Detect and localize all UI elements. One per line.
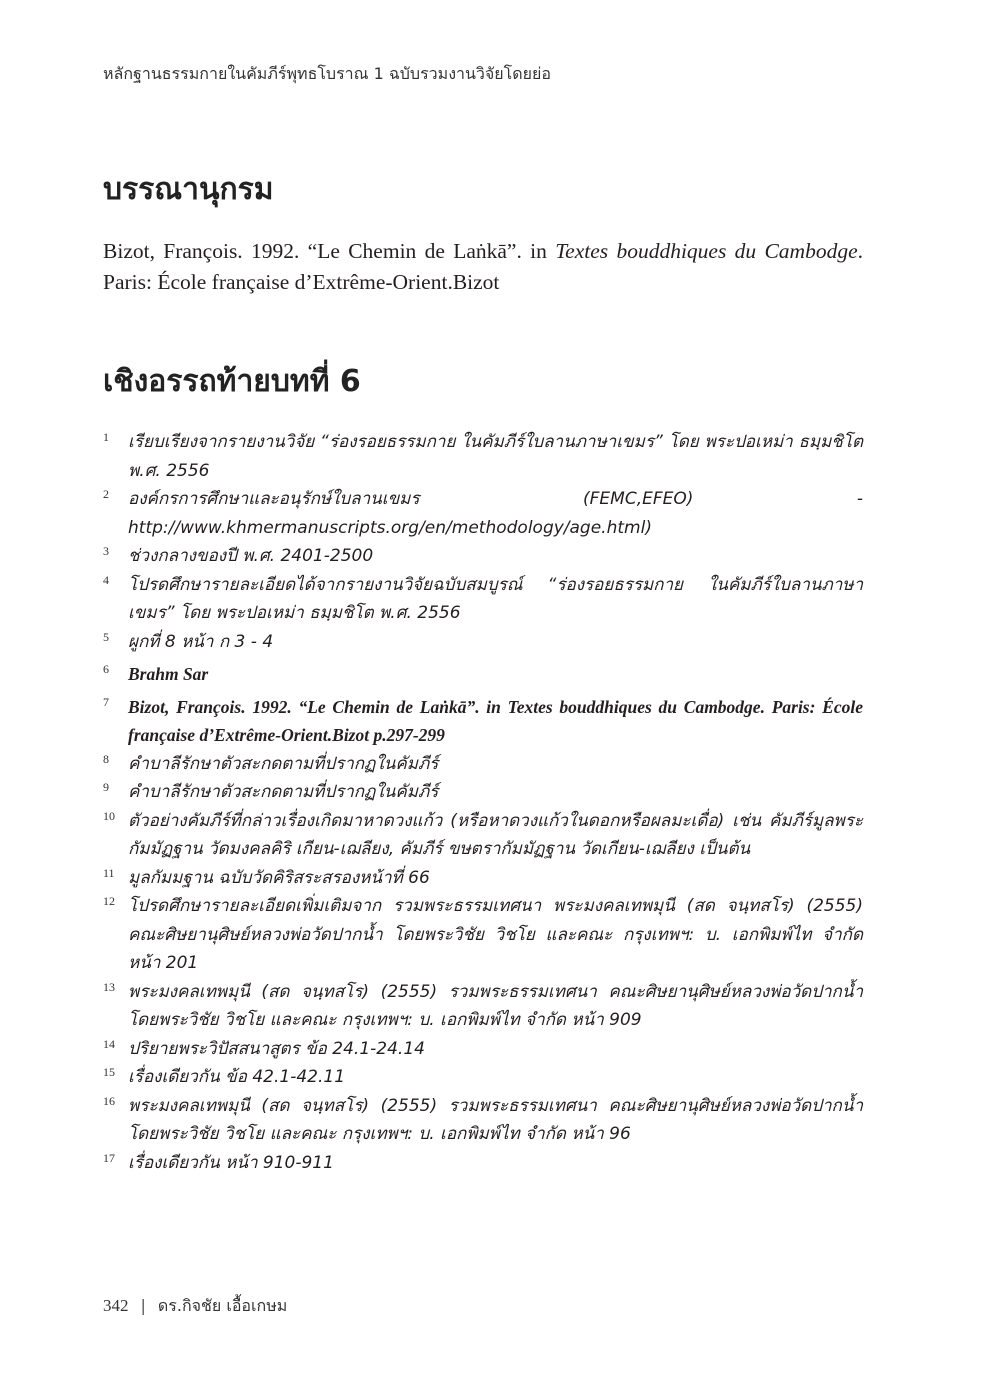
endnote-number: 13 [103,979,115,994]
footer-author: ดร.กิจชัย เอื้อเกษม [157,1296,288,1315]
endnote-number: 12 [103,894,115,908]
endnote-item [103,693,863,750]
endnote-text: พระมงคลเทพมุนี (สด จนฺทสโร) (2555) รวมพระธรรมเทศนา คณะศิษยานุศิษย์หลวงพ่อวัดปากน้ำ โดยพระวิชัย วิชโย และคณะ กรุงเทพฯ: บ. เอกพิมพ์ไท จำกัด หน้า 909 [128,981,863,1030]
endnote-item [103,1092,863,1149]
endnote-item [103,807,863,864]
footer-separator: | [140,1296,146,1315]
endnote-item [103,485,863,542]
endnote-text: ตัวอย่างคัมภีร์ที่กล่าวเรื่องเกิดมาหาดวงแก้ว (หรือหาดวงแก้วในดอกหรือผลมะเดื่อ) เช่น คัมภีร์มูลพระกัมมัฏฐาน วัดมงคลคิริ เกียน-เฌลียง, คัมภีร์ ขษตรากัมมัฏฐาน วัดเกียน-เฌลียง เป็นต้น [128,810,863,859]
page-footer [103,1294,287,1319]
endnote-item [103,864,863,893]
endnote-item [103,750,863,779]
endnote-number: 15 [103,1065,115,1079]
endnote-item [103,978,863,1035]
endnote-number: 8 [103,751,109,766]
endnote-text: มูลกัมมฐาน ฉบับวัดคิริสระสรองหน้าที่ 66 [128,867,430,888]
endnote-text: ผูกที่ 8 หน้า ก 3 - 4 [128,631,274,652]
endnote-text: ปริยายพระวิปัสสนาสูตร ข้อ 24.1-24.14 [128,1038,425,1059]
bib-entry-part2: . Paris: École française d’Extrême-Orient.Bizot [103,239,863,294]
bib-entry-part1: Bizot, François. 1992. “Le Chemin de Laṅkā”. in [103,239,556,263]
endnote-text: โปรดศึกษารายละเอียดได้จากรายงานวิจัยฉบับสมบูรณ์ “ร่องรอยธรรมกาย ในคัมภีร์ใบลานภาษาเขมร” โดย พระปอเหม่า ธมฺมชิโต พ.ศ. 2556 [128,574,863,623]
endnote-number: 1 [103,430,109,444]
endnote-text: องค์กรการศึกษาและอนุรักษ์ใบลานเขมร (FEMC,EFEO) - http://www.khmermanuscripts.org/en/methodology/age.html) [128,489,863,538]
endnote-number: 6 [103,662,109,676]
endnote-number: 11 [103,865,115,880]
endnote-number: 14 [103,1036,115,1051]
endnote-item [103,428,863,485]
endnote-number: 10 [103,808,115,823]
running-header: หลักฐานธรรมกายในคัมภีร์พุทธโบราณ 1 ฉบับรวมงานวิจัยโดยย่อ [103,64,552,83]
endnote-item [103,1063,863,1092]
endnote-item [103,628,863,657]
endnote-text: พระมงคลเทพมุนี (สด จนฺทสโร) (2555) รวมพระธรรมเทศนา คณะศิษยานุศิษย์หลวงพ่อวัดปากน้ำ โดยพระวิชัย วิชโย และคณะ กรุงเทพฯ: บ. เอกพิมพ์ไท จำกัด หน้า 96 [128,1095,863,1144]
endnote-item [103,571,863,628]
endnote-number: 16 [103,1093,115,1108]
endnote-text: เรื่องเดียวกัน หน้า 910-911 [128,1152,334,1173]
endnote-number: 2 [103,487,109,501]
endnote-text: Bizot, François. 1992. “Le Chemin de Laṅkā”. in Textes bouddhiques du Cambodge. Paris: École française d’Extrême-Orient.Bizot p.297-299 [128,696,863,745]
endnotes-list [103,428,863,1177]
bibliography-heading: บรรณานุกรม [103,172,274,207]
bibliography-entry [103,236,863,298]
endnote-item [103,660,863,689]
endnote-text: Brahm Sar [128,664,209,684]
endnote-number: 4 [103,572,109,587]
endnote-text: เรียบเรียงจากรายงานวิจัย “ร่องรอยธรรมกาย ในคัมภีร์ใบลานภาษาเขมร” โดย พระปอเหม่า ธมฺมชิโต พ.ศ. 2556 [128,432,863,481]
endnote-number: 17 [103,1150,115,1165]
endnote-item [103,542,863,571]
endnote-text: เรื่องเดียวกัน ข้อ 42.1-42.11 [128,1067,346,1087]
endnote-text: คำบาลีรักษาตัวสะกดตามที่ปรากฏในคัมภีร์ [128,782,439,802]
page-number: 342 [103,1296,129,1315]
endnote-number: 3 [103,544,109,558]
endnote-item [103,892,863,978]
endnote-text: ช่วงกลางของปี พ.ศ. 2401-2500 [128,546,374,566]
endnote-item [103,1035,863,1064]
endnote-text: คำบาลีรักษาตัวสะกดตามที่ปรากฏในคัมภีร์ [128,753,439,774]
endnote-item [103,778,863,807]
endnote-text: โปรดศึกษารายละเอียดเพิ่มเติมจาก รวมพระธรรมเทศนา พระมงคลเทพมุนี (สด จนฺทสโร) (2555) คณะศิษยานุศิษย์หลวงพ่อวัดปากน้ำ โดยพระวิชัย วิชโย และคณะ กรุงเทพฯ: บ. เอกพิมพ์ไท จำกัด หน้า 201 [128,896,863,973]
endnote-number: 5 [103,629,109,644]
endnote-number: 9 [103,780,109,794]
endnotes-heading: เชิงอรรถท้ายบทที่ 6 [103,364,361,399]
bib-entry-title: Textes bouddhiques du Cambodge [555,239,858,263]
endnote-number: 7 [103,694,109,709]
endnote-item [103,1149,863,1178]
